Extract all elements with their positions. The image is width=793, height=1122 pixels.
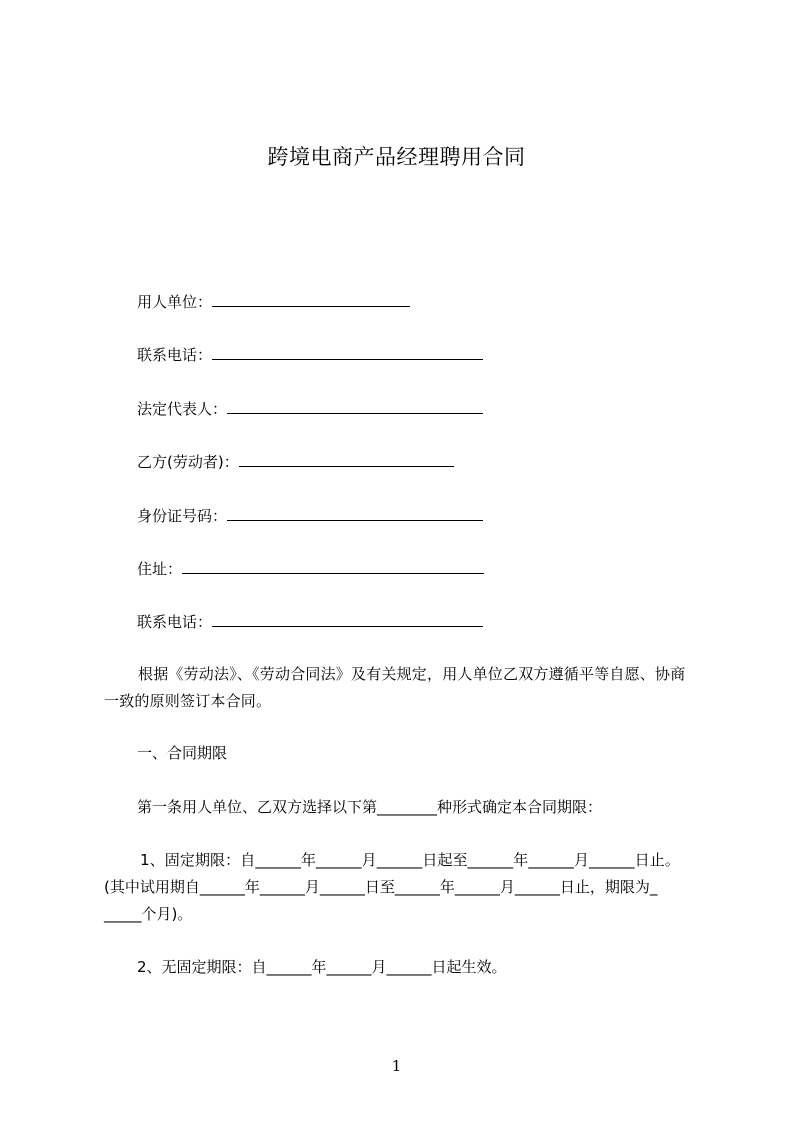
phone-blank-2	[212, 611, 483, 627]
id-number-field	[137, 505, 483, 526]
legal-rep-blank	[227, 398, 483, 414]
employer-label: 用人单位：	[137, 293, 213, 311]
employee-field	[137, 451, 454, 472]
employee-label: 乙方(劳动者)：	[137, 453, 239, 471]
contract-title: 跨境电商产品经理聘用合同	[267, 145, 526, 169]
employer-field	[137, 291, 410, 312]
page-number: 1	[391, 1057, 402, 1075]
item-1-line-3: _____个月)。	[104, 905, 193, 923]
legal-rep-field	[137, 398, 483, 419]
item-2: 2、无固定期限：自______年______月______日起生效。	[137, 958, 507, 976]
phone-field-1	[137, 344, 483, 365]
intro-paragraph: 根据《劳动法》、《劳动合同法》及有关规定，用人单位乙双方遵循平等自愿、协商一致的原则签订本合同。	[104, 665, 686, 710]
section-heading: 一、合同期限	[137, 744, 228, 762]
phone-blank-1	[212, 344, 483, 360]
phone-field-2	[137, 611, 483, 632]
address-field	[137, 558, 484, 579]
employer-blank	[212, 291, 410, 307]
phone-label-2: 联系电话：	[137, 613, 213, 631]
legal-rep-label: 法定代表人：	[137, 400, 228, 418]
id-number-label: 身份证号码：	[137, 507, 228, 525]
address-blank	[182, 558, 484, 574]
article-1: 第一条用人单位、乙双方选择以下第________种形式确定本合同期限：	[137, 798, 603, 816]
item-1-line-2: (其中试用期自______年______月______日至______年______月______日止，期限为_	[104, 878, 658, 896]
phone-label-1: 联系电话：	[137, 346, 213, 364]
id-number-blank	[227, 505, 483, 521]
employee-blank	[239, 451, 454, 467]
address-label: 住址：	[137, 560, 183, 578]
item-1-line-1: 1、固定期限：自______年______月______日起至______年______月______日止。	[140, 851, 680, 869]
